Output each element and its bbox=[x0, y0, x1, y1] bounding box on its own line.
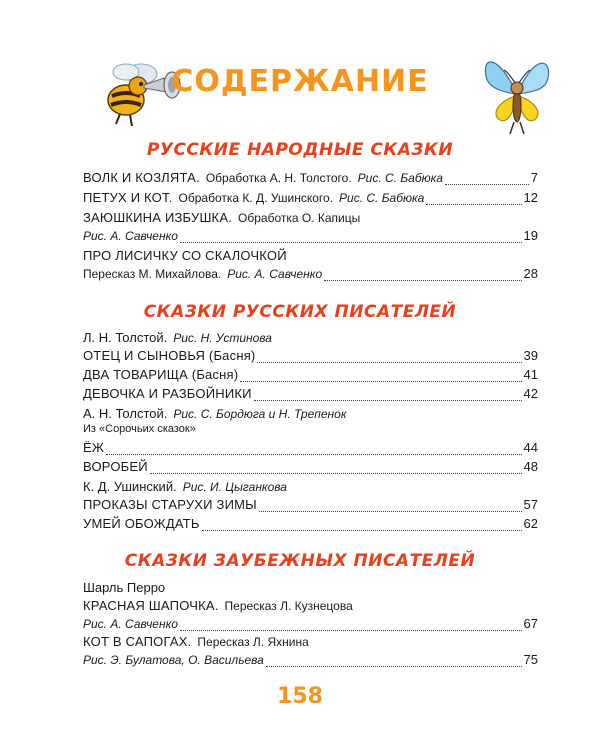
entry-note: Обработка К. Д. Ушинского. bbox=[178, 191, 334, 205]
entry-note: Пересказ Л. Кузнецова bbox=[224, 599, 353, 613]
toc-entry[interactable] bbox=[83, 190, 538, 210]
entry-page: 44 bbox=[523, 440, 538, 455]
leader-dots bbox=[150, 472, 522, 474]
entry-page: 7 bbox=[530, 170, 538, 185]
entry-title: ЁЖ bbox=[83, 440, 105, 455]
entry-page: 67 bbox=[523, 616, 538, 631]
author-name: Л. Н. Толстой. bbox=[83, 330, 168, 345]
leader-dots bbox=[259, 510, 522, 512]
toc-entry[interactable] bbox=[83, 170, 538, 190]
entry-page: 42 bbox=[523, 386, 538, 401]
leader-dots bbox=[106, 453, 521, 455]
entry-title: ПЕТУХ И КОТ. bbox=[83, 190, 173, 205]
leader-dots bbox=[257, 361, 521, 363]
entry-page: 62 bbox=[523, 516, 538, 531]
section-heading-russian-folk-tales: РУССКИЕ НАРОДНЫЕ СКАЗКИ bbox=[146, 140, 454, 160]
entry-page: 57 bbox=[523, 497, 538, 512]
entry-title: ПРОКАЗЫ СТАРУХИ ЗИМЫ bbox=[83, 497, 257, 512]
entry-title: КРАСНАЯ ШАПОЧКА. bbox=[83, 598, 219, 613]
entry-illustrator: Рис. А. Савченко bbox=[227, 267, 323, 281]
toc-entry[interactable] bbox=[83, 440, 538, 460]
entry-note: Обработка А. Н. Толстого. bbox=[205, 171, 352, 185]
entry-illustrator: Рис. И. Цыганкова bbox=[182, 480, 287, 494]
toc-entry[interactable] bbox=[83, 210, 538, 230]
entry-page: 28 bbox=[523, 266, 538, 281]
entry-illustrator: Рис. С. Бабюка bbox=[357, 171, 443, 185]
toc-entry-credit bbox=[83, 266, 538, 286]
entry-note: Пересказ М. Михайлова. bbox=[83, 267, 222, 281]
entry-title: ОТЕЦ И СЫНОВЬЯ (Басня) bbox=[83, 348, 256, 363]
toc-entry[interactable] bbox=[83, 497, 538, 517]
entry-title: ДЕВОЧКА И РАЗБОЙНИКИ bbox=[83, 386, 252, 401]
author-name: А. Н. Толстой. bbox=[83, 406, 168, 421]
author-line bbox=[83, 479, 538, 499]
toc-entry-credit bbox=[83, 228, 538, 248]
entry-page: 39 bbox=[523, 348, 538, 363]
leader-dots bbox=[180, 241, 522, 243]
leader-dots bbox=[202, 529, 522, 531]
author-name: Шарль Перро bbox=[83, 580, 166, 595]
toc-entry[interactable] bbox=[83, 367, 538, 387]
leader-dots bbox=[180, 629, 522, 631]
section-heading-foreign-writers: СКАЗКИ ЗАУБЕЖНЫХ ПИСАТЕЛЕЙ bbox=[124, 551, 476, 571]
leader-dots bbox=[445, 183, 529, 185]
entry-page: 75 bbox=[523, 652, 538, 667]
entry-illustrator: Рис. Н. Устинова bbox=[173, 331, 272, 345]
author-name: К. Д. Ушинский. bbox=[83, 479, 177, 494]
leader-dots bbox=[324, 279, 521, 281]
toc-entry[interactable] bbox=[83, 348, 538, 368]
entry-title: КОТ В САПОГАХ. bbox=[83, 634, 192, 649]
entry-illustrator: Рис. С. Бабюка bbox=[339, 191, 425, 205]
entry-title: ПРО ЛИСИЧКУ СО СКАЛОЧКОЙ bbox=[83, 248, 287, 263]
page-number: 158 bbox=[277, 684, 323, 709]
entry-illustrator: Рис. А. Савченко bbox=[83, 617, 178, 631]
entry-title: ВОРОБЕЙ bbox=[83, 459, 148, 474]
entry-title: УМЕЙ ОБОЖДАТЬ bbox=[83, 516, 200, 531]
entry-illustrator: Рис. С. Бордюга и Н. Трепенок bbox=[173, 407, 347, 421]
entry-note: Обработка О. Капицы bbox=[238, 211, 361, 225]
toc-entry[interactable] bbox=[83, 516, 538, 536]
entry-illustrator: Рис. А. Савченко bbox=[83, 229, 178, 243]
entry-illustrator: Рис. Э. Булатова, О. Васильева bbox=[83, 653, 264, 667]
toc-entry-credit bbox=[83, 652, 538, 672]
author-line bbox=[83, 330, 538, 350]
leader-dots bbox=[254, 399, 522, 401]
entry-page: 19 bbox=[523, 228, 538, 243]
toc-entry[interactable] bbox=[83, 598, 538, 618]
toc-entry-credit bbox=[83, 616, 538, 636]
toc-entry[interactable] bbox=[83, 248, 538, 268]
author-line bbox=[83, 580, 538, 600]
leader-dots bbox=[426, 203, 521, 205]
entry-title: ВОЛК И КОЗЛЯТА. bbox=[83, 170, 200, 185]
toc-entry[interactable] bbox=[83, 459, 538, 479]
entry-title: ДВА ТОВАРИЩА (Басня) bbox=[83, 367, 239, 382]
entry-note: Пересказ Л. Яхнина bbox=[197, 635, 309, 649]
entry-title: ЗАЮШКИНА ИЗБУШКА. bbox=[83, 210, 233, 225]
entry-page: 48 bbox=[523, 459, 538, 474]
entry-note: Из «Сорочьих сказок» bbox=[83, 423, 196, 435]
leader-dots bbox=[266, 665, 522, 667]
entry-page: 12 bbox=[523, 190, 538, 205]
toc-entry[interactable] bbox=[83, 634, 538, 654]
entry-page: 41 bbox=[523, 367, 538, 382]
section-heading-russian-writers: СКАЗКИ РУССКИХ ПИСАТЕЛЕЙ bbox=[143, 302, 457, 322]
toc-entry[interactable] bbox=[83, 386, 538, 406]
leader-dots bbox=[240, 380, 521, 382]
page-title: СОДЕРЖАНИЕ bbox=[171, 64, 429, 99]
